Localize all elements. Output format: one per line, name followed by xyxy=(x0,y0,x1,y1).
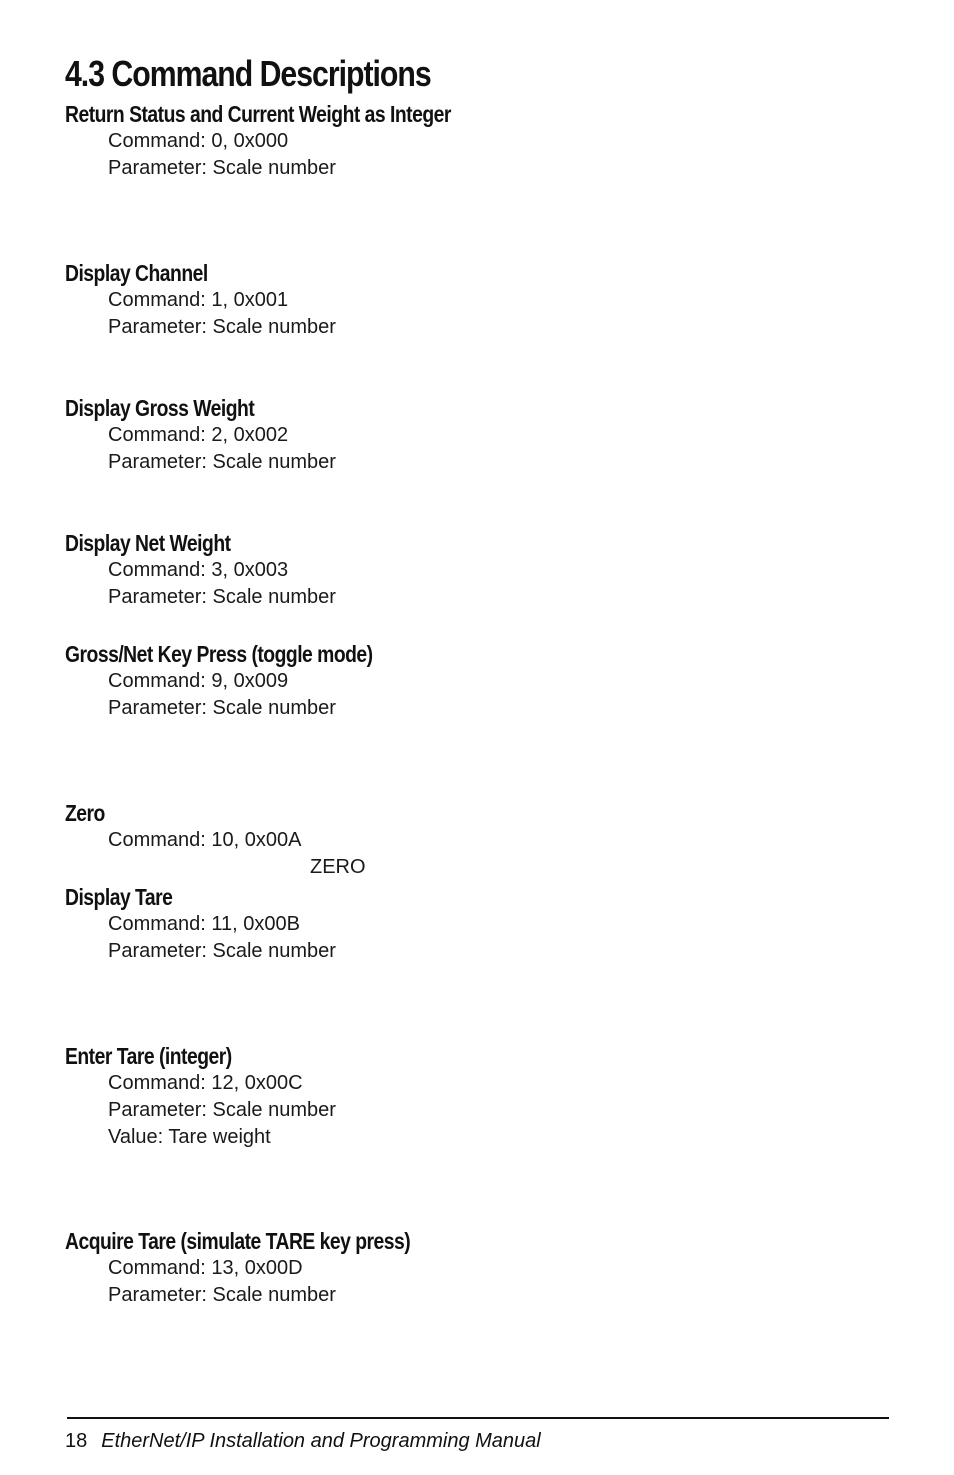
command-line: Command: 13, 0x00D xyxy=(108,1257,303,1279)
section-display-tare xyxy=(65,884,885,965)
section-display-gross-weight xyxy=(65,395,885,476)
section-gross-net-key-press xyxy=(65,641,885,722)
section-heading: Display Channel xyxy=(65,260,208,286)
command-line: Command: 10, 0x00A xyxy=(108,829,302,851)
section-display-net-weight xyxy=(65,530,885,611)
parameter-line: Parameter: Scale number xyxy=(108,940,336,962)
section-zero xyxy=(65,800,885,881)
parameter-line: Parameter: Scale number xyxy=(108,697,336,719)
section-heading: Return Status and Current Weight as Integer xyxy=(65,101,451,127)
section-heading: Zero xyxy=(65,800,105,826)
page-footer xyxy=(65,1426,541,1456)
parameter-line: Parameter: Scale number xyxy=(108,1284,336,1306)
page-number: 18 xyxy=(65,1430,88,1452)
section-display-channel xyxy=(65,260,885,341)
manual-title: EtherNet/IP Installation and Programming Manual xyxy=(101,1430,541,1452)
section-heading: Display Tare xyxy=(65,884,173,910)
section-heading: Display Net Weight xyxy=(65,530,231,556)
command-line: Command: 9, 0x009 xyxy=(108,670,289,692)
section-heading: Gross/Net Key Press (toggle mode) xyxy=(65,641,373,667)
footer-divider xyxy=(67,1417,889,1419)
command-line: Command: 2, 0x002 xyxy=(108,424,289,446)
command-line: Command: 0, 0x000 xyxy=(108,130,289,152)
parameter-line: Parameter: Scale number xyxy=(108,157,336,179)
section-enter-tare xyxy=(65,1043,885,1151)
page-title: 4.3 Command Descriptions xyxy=(65,53,431,94)
parameter-line: Parameter: Scale number xyxy=(108,451,336,473)
command-line: Command: 3, 0x003 xyxy=(108,559,289,581)
value-line: Value: Tare weight xyxy=(108,1126,271,1148)
parameter-line: Parameter: Scale number xyxy=(108,316,336,338)
section-heading: Enter Tare (integer) xyxy=(65,1043,232,1069)
section-return-status xyxy=(65,101,885,182)
parameter-line: Parameter: Scale number xyxy=(108,1099,336,1121)
zero-key-label: ZERO xyxy=(310,856,366,878)
section-heading: Acquire Tare (simulate TARE key press) xyxy=(65,1228,411,1254)
section-acquire-tare xyxy=(65,1228,885,1309)
parameter-line: Parameter: Scale number xyxy=(108,586,336,608)
command-line: Command: 1, 0x001 xyxy=(108,289,289,311)
command-line: Command: 11, 0x00B xyxy=(108,913,300,935)
command-line: Command: 12, 0x00C xyxy=(108,1072,303,1094)
section-heading: Display Gross Weight xyxy=(65,395,255,421)
